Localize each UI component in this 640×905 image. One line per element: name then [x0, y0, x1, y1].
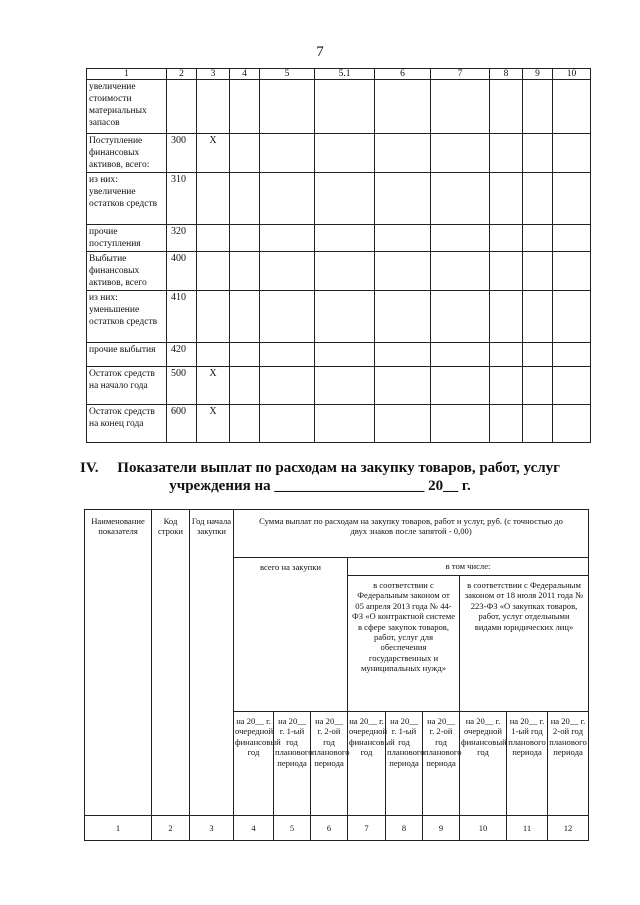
empty-cell: [490, 343, 523, 367]
empty-cell: [315, 173, 375, 225]
empty-cell: [553, 367, 591, 405]
procurement-payments-table: [84, 509, 589, 841]
empty-cell: [490, 80, 523, 134]
empty-cell: [315, 291, 375, 343]
row-mark: X: [197, 134, 230, 173]
empty-cell: [490, 367, 523, 405]
col-number: 2: [167, 69, 197, 80]
empty-cell: [315, 80, 375, 134]
empty-cell: [315, 343, 375, 367]
empty-cell: [431, 134, 490, 173]
empty-cell: [490, 134, 523, 173]
header-law-44: в соответствии с Федеральным законом от 05 апреля 2013 года № 44-ФЗ «О контрактной системе в сфере закупок товаров, работ, услуг для обеспечения государственных и муниципальных нужд»: [348, 576, 460, 712]
row-mark: [197, 252, 230, 291]
empty-cell: [375, 80, 431, 134]
empty-cell: [553, 134, 591, 173]
empty-cell: [553, 343, 591, 367]
empty-cell: [490, 252, 523, 291]
empty-cell: [230, 173, 260, 225]
empty-cell: [523, 343, 553, 367]
row-code: 400: [167, 252, 197, 291]
col-number: 9: [423, 816, 460, 841]
empty-cell: [553, 80, 591, 134]
table-row: [87, 291, 591, 343]
empty-cell: [431, 291, 490, 343]
empty-cell: [553, 225, 591, 252]
empty-cell: [230, 367, 260, 405]
empty-cell: [490, 291, 523, 343]
subheader-period: на 20__ г. 2-ой год планового периода: [548, 712, 589, 816]
section-title: Показатели выплат по расходам на закупку товаров, работ, услуг: [117, 460, 560, 476]
empty-cell: [431, 367, 490, 405]
col-number: 1: [87, 69, 167, 80]
subheader-period: на 20__ г. очередной финансовый год: [234, 712, 274, 816]
empty-cell: [431, 405, 490, 443]
col-number: 2: [152, 816, 190, 841]
table-row: [87, 80, 591, 134]
row-mark: X: [197, 405, 230, 443]
empty-cell: [315, 252, 375, 291]
col-number: 8: [386, 816, 423, 841]
row-code: 500: [167, 367, 197, 405]
row-mark: [197, 343, 230, 367]
column-number-row: [85, 816, 589, 841]
col-number: 11: [507, 816, 548, 841]
empty-cell: [523, 173, 553, 225]
col-number: 4: [230, 69, 260, 80]
row-code: [167, 80, 197, 134]
col-number: 10: [460, 816, 507, 841]
subheader-period: на 20__ г. 2-ой год планового периода: [311, 712, 348, 816]
subheader-period: на 20__ г. 1-ый год планового периода: [274, 712, 311, 816]
empty-cell: [260, 80, 315, 134]
header-code: Код строки: [152, 510, 190, 816]
empty-cell: [431, 252, 490, 291]
empty-cell: [375, 134, 431, 173]
table-row: [87, 405, 591, 443]
col-number: 12: [548, 816, 589, 841]
header-total: всего на закупки: [234, 558, 348, 712]
empty-cell: [523, 80, 553, 134]
empty-cell: [315, 405, 375, 443]
table-row: [87, 225, 591, 252]
empty-cell: [490, 405, 523, 443]
row-label: прочие выбытия: [87, 343, 167, 367]
empty-cell: [553, 291, 591, 343]
section-number: IV.: [80, 460, 99, 476]
row-code: 320: [167, 225, 197, 252]
empty-cell: [230, 252, 260, 291]
empty-cell: [260, 134, 315, 173]
empty-cell: [375, 405, 431, 443]
table-row: [87, 173, 591, 225]
empty-cell: [523, 291, 553, 343]
row-label: из них: уменьшение остатков средств: [87, 291, 167, 343]
col-number: 3: [190, 816, 234, 841]
empty-cell: [553, 405, 591, 443]
empty-cell: [490, 225, 523, 252]
empty-cell: [230, 405, 260, 443]
column-number-row: [87, 69, 591, 80]
empty-cell: [523, 134, 553, 173]
row-mark: [197, 225, 230, 252]
row-mark: [197, 291, 230, 343]
empty-cell: [230, 134, 260, 173]
row-label: Выбытие финансовых активов, всего: [87, 252, 167, 291]
empty-cell: [523, 225, 553, 252]
header-including: в том числе:: [348, 558, 589, 576]
col-number: 3: [197, 69, 230, 80]
row-code: 410: [167, 291, 197, 343]
col-number: 5: [260, 69, 315, 80]
empty-cell: [375, 343, 431, 367]
header-year: Год начала закупки: [190, 510, 234, 816]
col-number: 6: [375, 69, 431, 80]
empty-cell: [523, 252, 553, 291]
empty-cell: [375, 173, 431, 225]
table-row: [87, 343, 591, 367]
col-number: 10: [553, 69, 591, 80]
row-label: Остаток средств на конец года: [87, 405, 167, 443]
row-mark: X: [197, 367, 230, 405]
col-number: 7: [431, 69, 490, 80]
empty-cell: [375, 252, 431, 291]
row-label: увеличение стоимости материальных запасов: [87, 80, 167, 134]
empty-cell: [375, 225, 431, 252]
empty-cell: [490, 173, 523, 225]
table-row: [87, 367, 591, 405]
empty-cell: [431, 343, 490, 367]
row-label: прочие поступления: [87, 225, 167, 252]
col-number: 5: [274, 816, 311, 841]
empty-cell: [375, 367, 431, 405]
header-name: Наименование показателя: [85, 510, 152, 816]
subheader-period: на 20__ г. очередной финансовый год: [460, 712, 507, 816]
row-label: из них: увеличение остатков средств: [87, 173, 167, 225]
empty-cell: [260, 405, 315, 443]
col-number: 1: [85, 816, 152, 841]
empty-cell: [230, 291, 260, 343]
col-number: 9: [523, 69, 553, 80]
subheader-period: на 20__ г. 2-ой год планового периода: [423, 712, 460, 816]
empty-cell: [553, 252, 591, 291]
empty-cell: [431, 80, 490, 134]
empty-cell: [230, 343, 260, 367]
empty-cell: [260, 173, 315, 225]
empty-cell: [315, 367, 375, 405]
col-number: 4: [234, 816, 274, 841]
row-code: 420: [167, 343, 197, 367]
subheader-period: на 20__ г. 1-ый год планового периода: [386, 712, 423, 816]
row-label: Поступление финансовых активов, всего:: [87, 134, 167, 173]
row-code: 310: [167, 173, 197, 225]
table-row: [87, 134, 591, 173]
page-number: 7: [316, 44, 324, 60]
table-row: [87, 252, 591, 291]
subheader-period: на 20__ г. 1-ый год планового периода: [507, 712, 548, 816]
empty-cell: [523, 405, 553, 443]
row-code: 300: [167, 134, 197, 173]
empty-cell: [260, 225, 315, 252]
empty-cell: [260, 252, 315, 291]
empty-cell: [260, 291, 315, 343]
header-law-223: в соответствии с Федеральным законом от 18 июля 2011 года № 223-ФЗ «О закупках товаров, работ, услуг отдельными видами юридических лиц»: [460, 576, 589, 712]
empty-cell: [260, 343, 315, 367]
empty-cell: [315, 225, 375, 252]
empty-cell: [431, 225, 490, 252]
row-label: Остаток средств на начало года: [87, 367, 167, 405]
col-number: 7: [348, 816, 386, 841]
empty-cell: [315, 134, 375, 173]
empty-cell: [553, 173, 591, 225]
empty-cell: [230, 80, 260, 134]
section-heading: [0, 458, 640, 478]
section-heading-line2: учреждения на ____________________ 20__ г.: [169, 478, 471, 494]
empty-cell: [431, 173, 490, 225]
row-code: 600: [167, 405, 197, 443]
header-sum: Сумма выплат по расходам на закупку товаров, работ и услуг, руб. (с точностью до двух знаков после запятой - 0,00): [234, 510, 589, 558]
col-number: 8: [490, 69, 523, 80]
empty-cell: [523, 367, 553, 405]
col-number: 5.1: [315, 69, 375, 80]
empty-cell: [260, 367, 315, 405]
financial-assets-table: [86, 68, 591, 443]
col-number: 6: [311, 816, 348, 841]
empty-cell: [375, 291, 431, 343]
row-mark: [197, 173, 230, 225]
empty-cell: [230, 225, 260, 252]
subheader-period: на 20__ г. очередной финансовый год: [348, 712, 386, 816]
row-mark: [197, 80, 230, 134]
